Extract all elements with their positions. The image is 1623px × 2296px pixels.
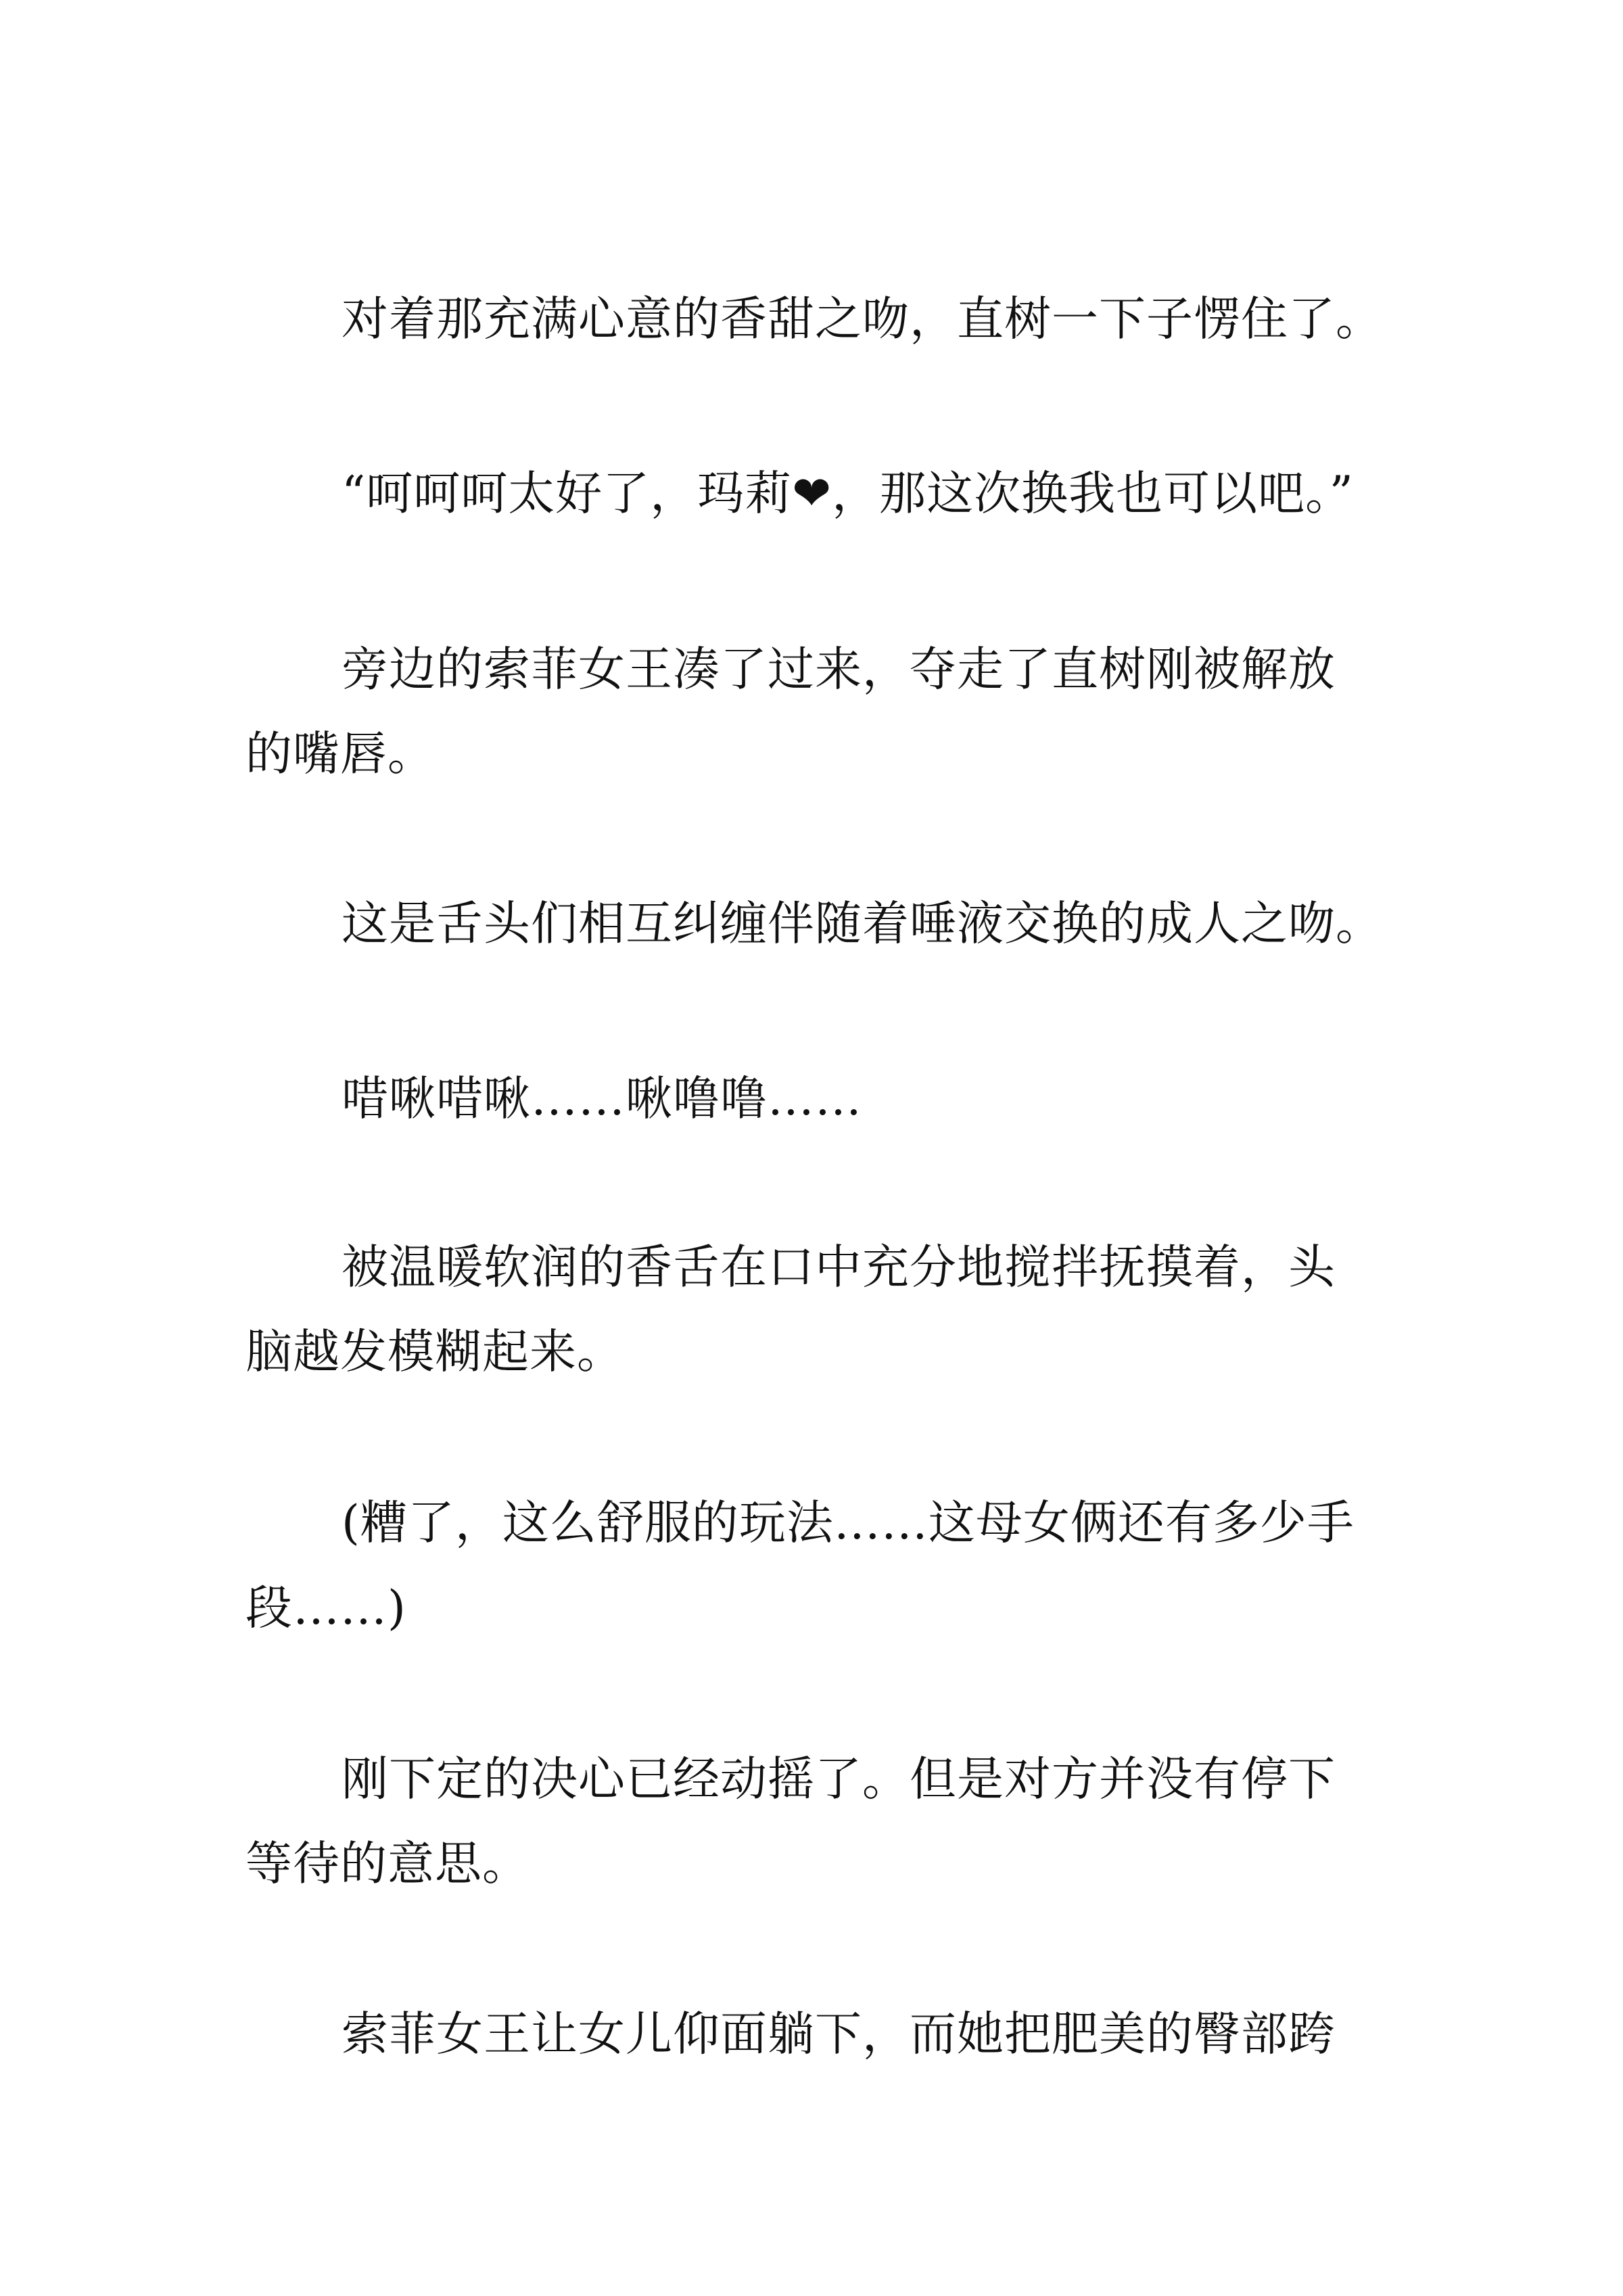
paragraph-5-line-1: 唶啾唶啾……啾噜噜…… bbox=[342, 1072, 862, 1126]
paragraph-8-line-1: 刚下定的决心已经动摇了。但是对方并没有停下 bbox=[342, 1752, 1336, 1806]
paragraph-7-line-1: (糟了，这么舒服的玩法……这母女俩还有多少手 bbox=[342, 1496, 1355, 1550]
paragraph-2-line-1: “呵呵呵太好了，玛莉❤，那这次换我也可以吧。” bbox=[342, 467, 1354, 521]
paragraph-1-line-1: 对着那充满心意的香甜之吻，直树一下子愣住了。 bbox=[342, 292, 1383, 346]
paragraph-3-line-1: 旁边的索菲女王凑了过来，夺走了直树刚被解放 bbox=[342, 642, 1336, 697]
paragraph-8-line-2: 等待的意思。 bbox=[245, 1837, 530, 1891]
paragraph-3-line-2: 的嘴唇。 bbox=[245, 727, 435, 781]
paragraph-4-line-1: 这是舌头们相互纠缠伴随着唾液交换的成人之吻。 bbox=[342, 897, 1383, 951]
paragraph-7-line-2: 段……) bbox=[245, 1581, 406, 1635]
paragraph-6-line-1: 被温暖软润的香舌在口中充分地搅拌抚摸着，头 bbox=[342, 1240, 1336, 1294]
paragraph-9-line-1: 索菲女王让女儿仰面躺下，而她把肥美的臀部跨 bbox=[342, 2007, 1336, 2061]
paragraph-6-line-2: 脑越发模糊起来。 bbox=[245, 1325, 624, 1379]
